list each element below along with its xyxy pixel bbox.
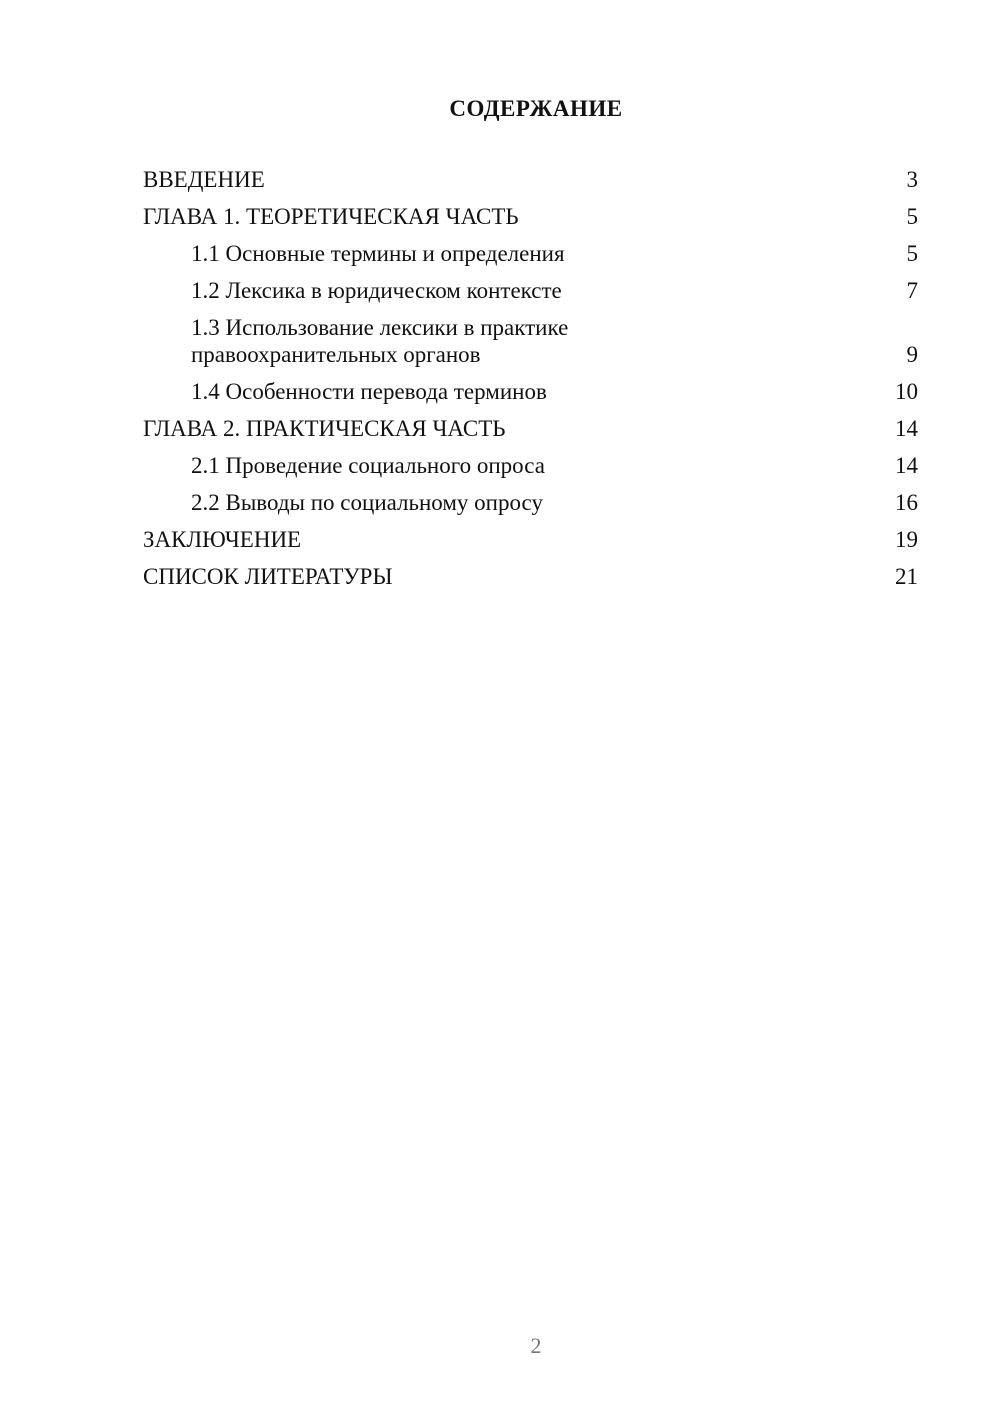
toc-entry-section-1-2[interactable] [143,277,918,304]
toc-entry-page: 10 [895,379,918,404]
toc-entry-label: 2.1 Проведение социального опроса [191,453,545,478]
toc-entry-label: 1.4 Особенности перевода терминов [191,379,547,404]
toc-entry-page: 9 [906,342,918,367]
toc-entry-page: 14 [895,416,918,441]
toc-entry-page: 14 [895,453,918,478]
toc-entry-references[interactable] [143,563,918,590]
toc-entry-page: 3 [906,167,918,192]
toc-entry-page: 21 [895,564,918,589]
toc-entry-label: 1.1 Основные термины и определения [191,241,565,266]
toc-entry-label: ВВЕДЕНИЕ [143,167,265,192]
toc-entry-page: 19 [895,527,918,552]
toc-entry-page: 5 [906,241,918,266]
toc-entry-section-1-1[interactable] [143,240,918,267]
toc-entry-section-1-4[interactable] [143,378,918,405]
toc-entry-section-2-1[interactable] [143,452,918,479]
toc-entry-section-2-2[interactable] [143,489,918,516]
toc-entry-label: 2.2 Выводы по социальному опросу [191,490,543,515]
toc-entry-chapter-1[interactable] [143,203,918,230]
toc-entry-label: ГЛАВА 1. ТЕОРЕТИЧЕСКАЯ ЧАСТЬ [143,204,519,229]
toc-entry-label: ЗАКЛЮЧЕНИЕ [143,527,302,552]
toc-entry-page: 7 [906,278,918,303]
table-of-contents [143,166,918,600]
toc-entry-chapter-2[interactable] [143,415,918,442]
toc-entry-page: 5 [906,204,918,229]
toc-title: СОДЕРЖАНИЕ [449,96,623,121]
toc-entry-label: 1.3 Использование лексики в практике правоохранительных органов [191,315,569,367]
toc-entry-label: СПИСОК ЛИТЕРАТУРЫ [143,564,393,589]
page-number: 2 [530,1333,542,1358]
toc-entry-label: ГЛАВА 2. ПРАКТИЧЕСКАЯ ЧАСТЬ [143,416,506,441]
toc-entry-section-1-3[interactable] [143,314,918,368]
toc-entry-conclusion[interactable] [143,526,918,553]
toc-entry-page: 16 [895,490,918,515]
toc-entry-label: 1.2 Лексика в юридическом контексте [191,278,562,303]
toc-entry-introduction[interactable] [143,166,918,193]
